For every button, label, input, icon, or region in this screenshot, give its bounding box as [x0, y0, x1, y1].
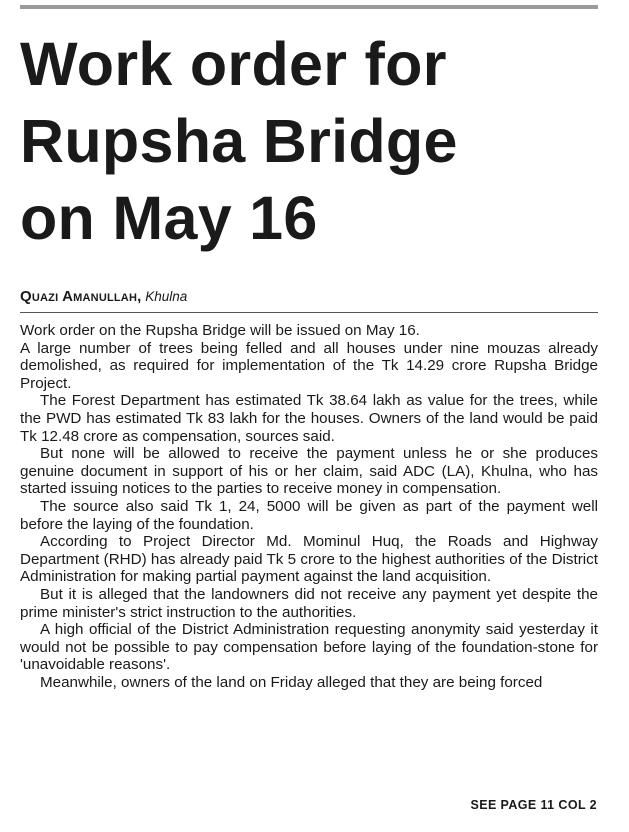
byline-divider [20, 312, 598, 313]
continuation-note: SEE PAGE 11 COL 2 [470, 798, 597, 812]
byline [20, 288, 187, 305]
paragraph: The source also said Tk 1, 24, 5000 will be given as part of the payment well before the laying of the foundation. [20, 497, 598, 533]
paragraph: Work order on the Rupsha Bridge will be issued on May 16. [20, 322, 420, 339]
top-rule [20, 5, 598, 9]
headline-line: on May 16 [20, 184, 318, 252]
paragraph: According to Project Director Md. Mominul Huq, the Roads and Highway Department (RHD) has already paid Tk 5 crore to the highest authorities of the District Administration for making partial payment against the land acquisition. [20, 533, 598, 586]
paragraph: A large number of trees being felled and all houses under nine mouzas already demolished, as required for implementation of the Tk 14.29 crore Rupsha Bridge Project. [20, 339, 598, 392]
paragraph: But it is alleged that the landowners did not receive any payment yet despite the prime minister's strict instruction to the authorities. [20, 585, 598, 621]
paragraph: But none will be allowed to receive the payment unless he or she produces genuine document in support of his or her claim, said ADC (LA), Khulna, who has started issuing notices to the parties to receive money in compensation. [20, 445, 598, 498]
paragraph: A high official of the District Administration requesting anonymity said yesterday it would not be possible to pay compensation before laying of the foundation-stone for 'unavoidable reasons'. [20, 621, 598, 674]
headline-line: Work order for [20, 30, 447, 98]
paragraph: The Forest Department has estimated Tk 38.64 lakh as value for the trees, while the PWD has estimated Tk 83 lakh for the houses. Owners of the land would be paid Tk 12.48 crore as compensation, sources said. [20, 392, 598, 445]
headline [20, 26, 620, 257]
article-body [20, 322, 598, 691]
headline-line: Rupsha Bridge [20, 107, 458, 175]
byline-author: Quazi Amanullah, [20, 288, 142, 305]
paragraph: Meanwhile, owners of the land on Friday alleged that they are being forced [40, 673, 543, 691]
byline-location: Khulna [145, 289, 188, 304]
